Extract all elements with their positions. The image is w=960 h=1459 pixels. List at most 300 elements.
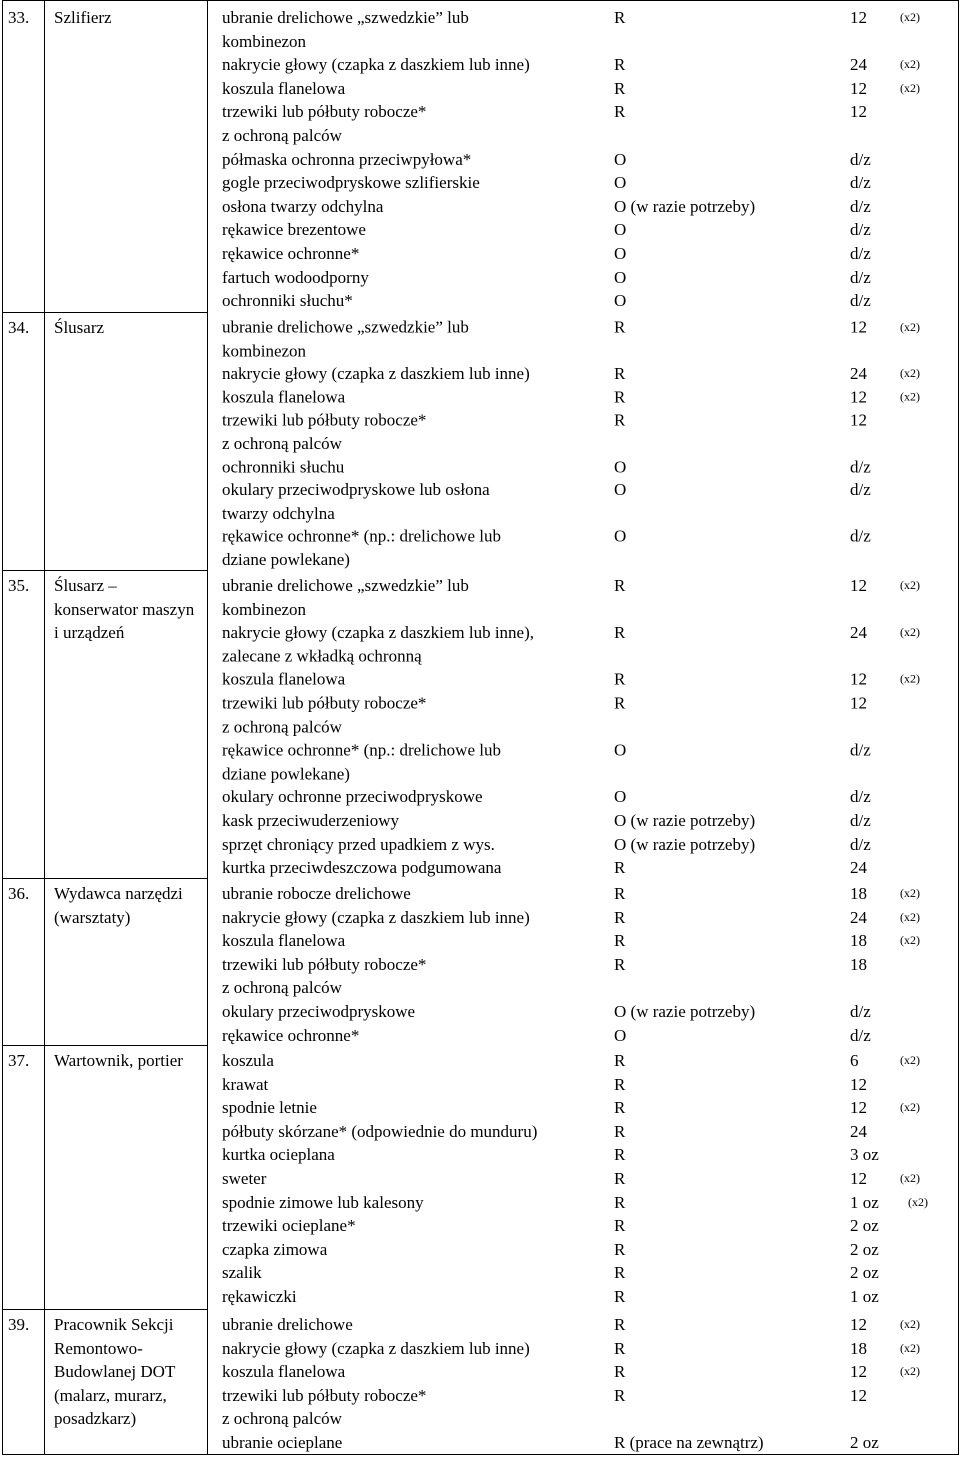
item-period: 12 bbox=[850, 8, 867, 27]
item-name-line: rękawice ochronne* (np.: drelichowe lub bbox=[222, 740, 501, 760]
group-separator bbox=[2, 1309, 207, 1310]
item-name-line: rękawice ochronne* bbox=[222, 1025, 360, 1045]
item-quantity-note: (x2) bbox=[900, 57, 920, 72]
item-code: O bbox=[614, 243, 627, 263]
item-period: 1 oz bbox=[850, 1192, 879, 1212]
group-separator bbox=[2, 1045, 207, 1046]
equipment-item bbox=[222, 621, 952, 668]
item-name bbox=[222, 53, 614, 77]
item-name-line: ubranie drelichowe bbox=[222, 1315, 353, 1334]
item-code: R bbox=[614, 1385, 626, 1405]
item-name bbox=[222, 1191, 614, 1215]
item-code: R bbox=[614, 1286, 626, 1306]
item-period: 12 bbox=[850, 1385, 867, 1405]
item-name-continuation: z ochroną palców bbox=[222, 125, 342, 145]
item-name-line: ubranie drelichowe „szwedzkie” lub bbox=[222, 317, 469, 337]
item-name-line: szalik bbox=[222, 1263, 262, 1283]
item-code: O bbox=[614, 149, 627, 169]
item-period: d/z bbox=[850, 220, 871, 240]
item-code: R bbox=[614, 317, 626, 337]
item-name bbox=[222, 692, 614, 739]
item-code: R bbox=[614, 55, 626, 75]
occupation-name: Wartownik, portier bbox=[54, 1051, 183, 1070]
item-name bbox=[222, 1313, 614, 1337]
item-code: R bbox=[614, 1216, 626, 1236]
item-name-line: okulary ochronne przeciwodpryskowe bbox=[222, 787, 483, 807]
item-code: R (prace na zewnątrz) bbox=[614, 1432, 764, 1452]
item-name-line: nakrycie głowy (czapka z daszkiem lub inne), bbox=[222, 623, 535, 642]
item-quantity-note: (x2) bbox=[900, 933, 920, 948]
item-name bbox=[222, 171, 614, 195]
item-name bbox=[222, 1024, 614, 1048]
group-separator bbox=[2, 312, 207, 313]
item-period: d/z bbox=[850, 267, 871, 287]
item-period: 12 bbox=[850, 102, 867, 122]
item-name-continuation: z ochroną palców bbox=[222, 1409, 342, 1429]
item-period: d/z bbox=[850, 811, 871, 831]
item-name-continuation: z ochroną palców bbox=[222, 978, 342, 998]
equipment-item bbox=[222, 316, 952, 362]
item-name-line: ochronniki słuchu* bbox=[222, 291, 353, 311]
row-number: 39. bbox=[8, 1315, 30, 1334]
item-name-line: kurtka przeciwdeszczowa podgumowana bbox=[222, 858, 502, 878]
item-name-line: trzewiki lub półbuty robocze* bbox=[222, 1385, 427, 1405]
item-quantity-note: (x2) bbox=[900, 886, 920, 900]
equipment-item bbox=[222, 266, 952, 290]
item-name-line: trzewiki lub półbuty robocze* bbox=[222, 954, 427, 974]
item-code: R bbox=[614, 8, 626, 27]
item-code: R bbox=[614, 1192, 626, 1212]
equipment-item bbox=[222, 809, 952, 833]
equipment-item bbox=[222, 856, 952, 880]
equipment-item bbox=[222, 455, 952, 478]
equipment-item bbox=[222, 289, 952, 313]
equipment-item bbox=[222, 195, 952, 219]
equipment-item bbox=[222, 929, 952, 953]
equipment-item bbox=[222, 1096, 952, 1120]
item-code: O bbox=[614, 527, 627, 546]
item-period: 24 bbox=[850, 623, 867, 642]
item-name bbox=[222, 218, 614, 242]
item-name-continuation: dziane powlekane) bbox=[222, 764, 350, 784]
item-name bbox=[222, 786, 614, 810]
equipment-item bbox=[222, 1360, 952, 1384]
equipment-item bbox=[222, 1120, 952, 1144]
item-name-line: trzewiki ocieplane* bbox=[222, 1216, 356, 1236]
equipment-item bbox=[222, 148, 952, 172]
item-name bbox=[222, 929, 614, 953]
item-period: d/z bbox=[850, 243, 871, 263]
item-name bbox=[222, 77, 614, 101]
equipment-item bbox=[222, 692, 952, 739]
item-name bbox=[222, 856, 614, 880]
item-period: 12 bbox=[850, 670, 867, 689]
item-name bbox=[222, 195, 614, 219]
item-period: 18 bbox=[850, 931, 867, 951]
equipment-item bbox=[222, 1073, 952, 1097]
item-code: R bbox=[614, 1051, 626, 1070]
item-name bbox=[222, 1360, 614, 1384]
item-code: R bbox=[614, 1263, 626, 1283]
item-name bbox=[222, 739, 614, 786]
item-name bbox=[222, 809, 614, 833]
equipment-list bbox=[222, 882, 952, 1047]
item-name bbox=[222, 525, 614, 571]
item-period: d/z bbox=[850, 149, 871, 169]
item-name-line: koszula flanelowa bbox=[222, 78, 346, 98]
item-period: 1 oz bbox=[850, 1286, 879, 1306]
equipment-item bbox=[222, 1049, 952, 1073]
item-code: R bbox=[614, 102, 626, 122]
item-name bbox=[222, 668, 614, 692]
equipment-item bbox=[222, 1313, 952, 1337]
item-name-continuation: kombinezon bbox=[222, 341, 307, 360]
item-period: 12 bbox=[850, 1074, 867, 1094]
equipment-item bbox=[222, 53, 952, 77]
equipment-item bbox=[222, 242, 952, 266]
item-code: O bbox=[614, 787, 627, 807]
item-code: O bbox=[614, 457, 627, 477]
item-name-continuation: kombinezon bbox=[222, 599, 307, 619]
equipment-item bbox=[222, 6, 952, 53]
item-period: 3 oz bbox=[850, 1145, 879, 1165]
item-name-line: okulary przeciwodpryskowe lub osłona bbox=[222, 480, 490, 500]
equipment-item bbox=[222, 786, 952, 810]
item-code: O bbox=[614, 267, 627, 287]
table-group-row bbox=[0, 574, 960, 882]
item-period: 24 bbox=[850, 55, 867, 75]
item-period: 12 bbox=[850, 1362, 867, 1382]
row-number: 37. bbox=[8, 1051, 30, 1070]
item-name bbox=[222, 621, 614, 668]
item-code: R bbox=[614, 1098, 626, 1118]
item-period: 24 bbox=[850, 858, 867, 878]
item-code: R bbox=[614, 364, 626, 384]
item-name-line: osłona twarzy odchylna bbox=[222, 196, 384, 216]
item-code: O bbox=[614, 173, 627, 193]
item-name-line: kurtka ocieplana bbox=[222, 1145, 335, 1165]
item-period: d/z bbox=[850, 834, 871, 854]
item-name-line: ubranie drelichowe „szwedzkie” lub bbox=[222, 8, 469, 27]
item-name-continuation: dziane powlekane) bbox=[222, 550, 350, 569]
item-code: O bbox=[614, 1025, 627, 1045]
item-name bbox=[222, 242, 614, 266]
item-code: O bbox=[614, 740, 627, 760]
item-name bbox=[222, 1000, 614, 1024]
item-period: 18 bbox=[850, 884, 867, 903]
item-period: 2 oz bbox=[850, 1432, 879, 1452]
item-name bbox=[222, 100, 614, 147]
item-name-line: sweter bbox=[222, 1168, 267, 1188]
item-name bbox=[222, 1143, 614, 1167]
item-period: 12 bbox=[850, 1098, 867, 1118]
item-code: R bbox=[614, 1239, 626, 1259]
item-name-continuation: twarzy odchylna bbox=[222, 503, 335, 523]
equipment-item bbox=[222, 171, 952, 195]
item-name bbox=[222, 882, 614, 906]
item-name bbox=[222, 906, 614, 930]
equipment-item bbox=[222, 1024, 952, 1048]
item-name-line: rękawice ochronne* bbox=[222, 243, 360, 263]
item-period: d/z bbox=[850, 457, 871, 477]
item-period: d/z bbox=[850, 291, 871, 311]
item-quantity-note: (x2) bbox=[900, 577, 920, 592]
item-name bbox=[222, 1073, 614, 1097]
item-code: O (w razie potrzeby) bbox=[614, 834, 756, 854]
equipment-item bbox=[222, 386, 952, 409]
item-period: 24 bbox=[850, 364, 867, 384]
item-period: 2 oz bbox=[850, 1216, 879, 1236]
item-name-continuation: kombinezon bbox=[222, 31, 307, 51]
item-period: 18 bbox=[850, 1338, 867, 1358]
item-code: O bbox=[614, 220, 627, 240]
table-group-row bbox=[0, 882, 960, 1049]
item-code: R bbox=[614, 1362, 626, 1382]
group-separator bbox=[2, 878, 207, 879]
item-name-line: trzewiki lub półbuty robocze* bbox=[222, 410, 427, 430]
item-name bbox=[222, 266, 614, 290]
occupation-name: Szlifierz bbox=[54, 8, 112, 27]
occupation-name: Wydawca narzędzi (warsztaty) bbox=[54, 884, 183, 927]
item-name-line: koszula bbox=[222, 1051, 274, 1070]
item-name-line: ochronniki słuchu bbox=[222, 457, 345, 477]
item-name bbox=[222, 362, 614, 385]
item-name bbox=[222, 1384, 614, 1431]
equipment-item bbox=[222, 739, 952, 786]
item-quantity-note: (x2) bbox=[900, 909, 920, 924]
item-name bbox=[222, 1049, 614, 1073]
row-number: 35. bbox=[8, 576, 30, 595]
equipment-item bbox=[222, 1238, 952, 1262]
table-group-row bbox=[0, 1313, 960, 1459]
item-period: d/z bbox=[850, 527, 871, 546]
item-name-line: koszula flanelowa bbox=[222, 1362, 346, 1382]
item-name bbox=[222, 409, 614, 455]
group-separator bbox=[2, 570, 207, 571]
item-name-line: nakrycie głowy (czapka z daszkiem lub inne) bbox=[222, 907, 530, 927]
item-period: d/z bbox=[850, 1001, 871, 1021]
item-period: d/z bbox=[850, 787, 871, 807]
item-quantity-note: (x2) bbox=[900, 389, 920, 404]
item-name-line: koszula flanelowa bbox=[222, 387, 346, 407]
table-group-row bbox=[0, 316, 960, 574]
equipment-item bbox=[222, 1000, 952, 1024]
item-code: R bbox=[614, 907, 626, 927]
row-number: 33. bbox=[8, 8, 30, 27]
table-group-row bbox=[0, 6, 960, 316]
item-code: R bbox=[614, 575, 626, 595]
item-name-line: rękawice brezentowe bbox=[222, 220, 366, 240]
item-code: O (w razie potrzeby) bbox=[614, 811, 756, 831]
item-name bbox=[222, 833, 614, 857]
item-code: O bbox=[614, 480, 627, 500]
item-code: O (w razie potrzeby) bbox=[614, 1001, 756, 1021]
equipment-item bbox=[222, 833, 952, 857]
item-quantity-note: (x2) bbox=[908, 1194, 928, 1209]
item-name-line: krawat bbox=[222, 1074, 269, 1094]
item-period: 12 bbox=[850, 575, 867, 595]
item-name bbox=[222, 386, 614, 409]
item-period: d/z bbox=[850, 740, 871, 760]
item-name-line: kask przeciwuderzeniowy bbox=[222, 811, 400, 831]
equipment-item bbox=[222, 906, 952, 930]
equipment-item bbox=[222, 1191, 952, 1215]
item-name bbox=[222, 953, 614, 1000]
item-quantity-note: (x2) bbox=[900, 1340, 920, 1355]
equipment-list bbox=[222, 6, 952, 313]
item-period: 12 bbox=[850, 410, 867, 430]
item-name-line: ubranie drelichowe „szwedzkie” lub bbox=[222, 575, 469, 595]
item-name-line: gogle przeciwodpryskowe szlifierskie bbox=[222, 173, 480, 193]
item-name-line: koszula flanelowa bbox=[222, 670, 346, 689]
item-code: R bbox=[614, 78, 626, 98]
item-period: 6 bbox=[850, 1051, 859, 1070]
item-name bbox=[222, 455, 614, 478]
item-quantity-note: (x2) bbox=[900, 10, 920, 24]
item-code: O bbox=[614, 291, 627, 311]
item-code: R bbox=[614, 693, 626, 713]
item-quantity-note: (x2) bbox=[900, 1364, 920, 1379]
equipment-item bbox=[222, 1214, 952, 1238]
table-group-row bbox=[0, 1049, 960, 1313]
equipment-item bbox=[222, 668, 952, 692]
equipment-item bbox=[222, 479, 952, 525]
item-quantity-note: (x2) bbox=[900, 625, 920, 639]
item-name-line: spodnie letnie bbox=[222, 1098, 317, 1118]
item-name bbox=[222, 1167, 614, 1191]
item-name-line: ubranie ocieplane bbox=[222, 1432, 343, 1452]
item-code: R bbox=[614, 858, 626, 878]
equipment-item bbox=[222, 882, 952, 906]
item-name-line: okulary przeciwodpryskowe bbox=[222, 1001, 416, 1021]
item-code: R bbox=[614, 884, 626, 903]
item-quantity-note: (x2) bbox=[900, 1053, 920, 1067]
item-period: d/z bbox=[850, 196, 871, 216]
item-period: 12 bbox=[850, 78, 867, 98]
equipment-list bbox=[222, 1049, 952, 1309]
item-name-line: czapka zimowa bbox=[222, 1239, 328, 1259]
item-code: R bbox=[614, 931, 626, 951]
item-code: R bbox=[614, 1145, 626, 1165]
item-code: R bbox=[614, 1121, 626, 1141]
item-period: 2 oz bbox=[850, 1263, 879, 1283]
item-name-line: rękawice ochronne* (np.: drelichowe lub bbox=[222, 527, 501, 546]
row-number: 34. bbox=[8, 318, 30, 337]
item-name-line: fartuch wodoodporny bbox=[222, 267, 369, 287]
item-name-line: spodnie zimowe lub kalesony bbox=[222, 1192, 424, 1212]
item-name bbox=[222, 479, 614, 525]
equipment-item bbox=[222, 525, 952, 571]
item-name bbox=[222, 1120, 614, 1144]
table-top-rule bbox=[2, 0, 959, 1]
equipment-item bbox=[222, 218, 952, 242]
item-quantity-note: (x2) bbox=[900, 366, 920, 381]
item-name bbox=[222, 1431, 614, 1455]
item-quantity-note: (x2) bbox=[900, 672, 920, 687]
item-name-line: ubranie robocze drelichowe bbox=[222, 884, 411, 903]
item-name bbox=[222, 1261, 614, 1285]
equipment-item bbox=[222, 574, 952, 621]
item-period: 12 bbox=[850, 1168, 867, 1188]
item-code: R bbox=[614, 954, 626, 974]
item-name bbox=[222, 574, 614, 621]
item-name-line: sprzęt chroniący przed upadkiem z wys. bbox=[222, 834, 495, 854]
item-name-line: trzewiki lub półbuty robocze* bbox=[222, 102, 427, 122]
occupation-name: Pracownik Sekcji Remontowo-Budowlanej DOT (malarz, murarz, posadzkarz) bbox=[54, 1315, 176, 1429]
item-name-line: nakrycie głowy (czapka z daszkiem lub inne) bbox=[222, 1338, 530, 1358]
occupation-name: Ślusarz – konserwator maszyn i urządzeń bbox=[54, 576, 195, 643]
item-name bbox=[222, 1238, 614, 1262]
item-name bbox=[222, 6, 614, 53]
item-code: R bbox=[614, 1338, 626, 1358]
item-quantity-note: (x2) bbox=[900, 319, 920, 334]
item-period: 12 bbox=[850, 1315, 867, 1334]
item-code: O (w razie potrzeby) bbox=[614, 196, 756, 216]
item-quantity-note: (x2) bbox=[900, 1170, 920, 1185]
item-name-continuation: zalecane z wkładką ochronną bbox=[222, 646, 422, 666]
item-name-line: nakrycie głowy (czapka z daszkiem lub inne) bbox=[222, 364, 530, 384]
item-name-line: nakrycie głowy (czapka z daszkiem lub inne) bbox=[222, 55, 530, 75]
item-name-line: półmaska ochronna przeciwpyłowa* bbox=[222, 149, 472, 169]
item-name bbox=[222, 148, 614, 172]
item-name bbox=[222, 1096, 614, 1120]
equipment-item bbox=[222, 1384, 952, 1431]
item-period: 24 bbox=[850, 1121, 867, 1141]
item-name bbox=[222, 1337, 614, 1361]
row-number: 36. bbox=[8, 884, 30, 903]
item-code: R bbox=[614, 1315, 626, 1334]
occupation-name: Ślusarz bbox=[54, 318, 105, 337]
item-name bbox=[222, 289, 614, 313]
equipment-item bbox=[222, 1337, 952, 1361]
item-period: 12 bbox=[850, 317, 867, 337]
item-quantity-note: (x2) bbox=[900, 1100, 920, 1115]
equipment-list bbox=[222, 316, 952, 572]
item-name-line: koszula flanelowa bbox=[222, 931, 346, 951]
item-period: d/z bbox=[850, 173, 871, 193]
equipment-item bbox=[222, 1143, 952, 1167]
equipment-item bbox=[222, 409, 952, 455]
equipment-item bbox=[222, 1431, 952, 1455]
equipment-list bbox=[222, 1313, 952, 1455]
item-period: d/z bbox=[850, 480, 871, 500]
item-name-line: trzewiki lub półbuty robocze* bbox=[222, 693, 427, 713]
item-period: 12 bbox=[850, 387, 867, 407]
item-code: R bbox=[614, 410, 626, 430]
item-code: R bbox=[614, 1074, 626, 1094]
item-name bbox=[222, 1285, 614, 1309]
item-code: R bbox=[614, 670, 626, 689]
equipment-item bbox=[222, 953, 952, 1000]
equipment-item bbox=[222, 1261, 952, 1285]
item-name-continuation: z ochroną palców bbox=[222, 717, 342, 737]
equipment-item bbox=[222, 1285, 952, 1309]
item-period: d/z bbox=[850, 1025, 871, 1045]
item-code: R bbox=[614, 623, 626, 642]
item-name-line: półbuty skórzane* (odpowiednie do munduru) bbox=[222, 1121, 538, 1141]
item-quantity-note: (x2) bbox=[900, 80, 920, 95]
item-name bbox=[222, 316, 614, 362]
item-quantity-note: (x2) bbox=[900, 1317, 920, 1331]
item-period: 18 bbox=[850, 954, 867, 974]
item-name bbox=[222, 1214, 614, 1238]
item-name-line: rękawiczki bbox=[222, 1286, 297, 1306]
item-code: R bbox=[614, 387, 626, 407]
equipment-item bbox=[222, 1167, 952, 1191]
item-code: R bbox=[614, 1168, 626, 1188]
equipment-item bbox=[222, 77, 952, 101]
equipment-item bbox=[222, 362, 952, 385]
